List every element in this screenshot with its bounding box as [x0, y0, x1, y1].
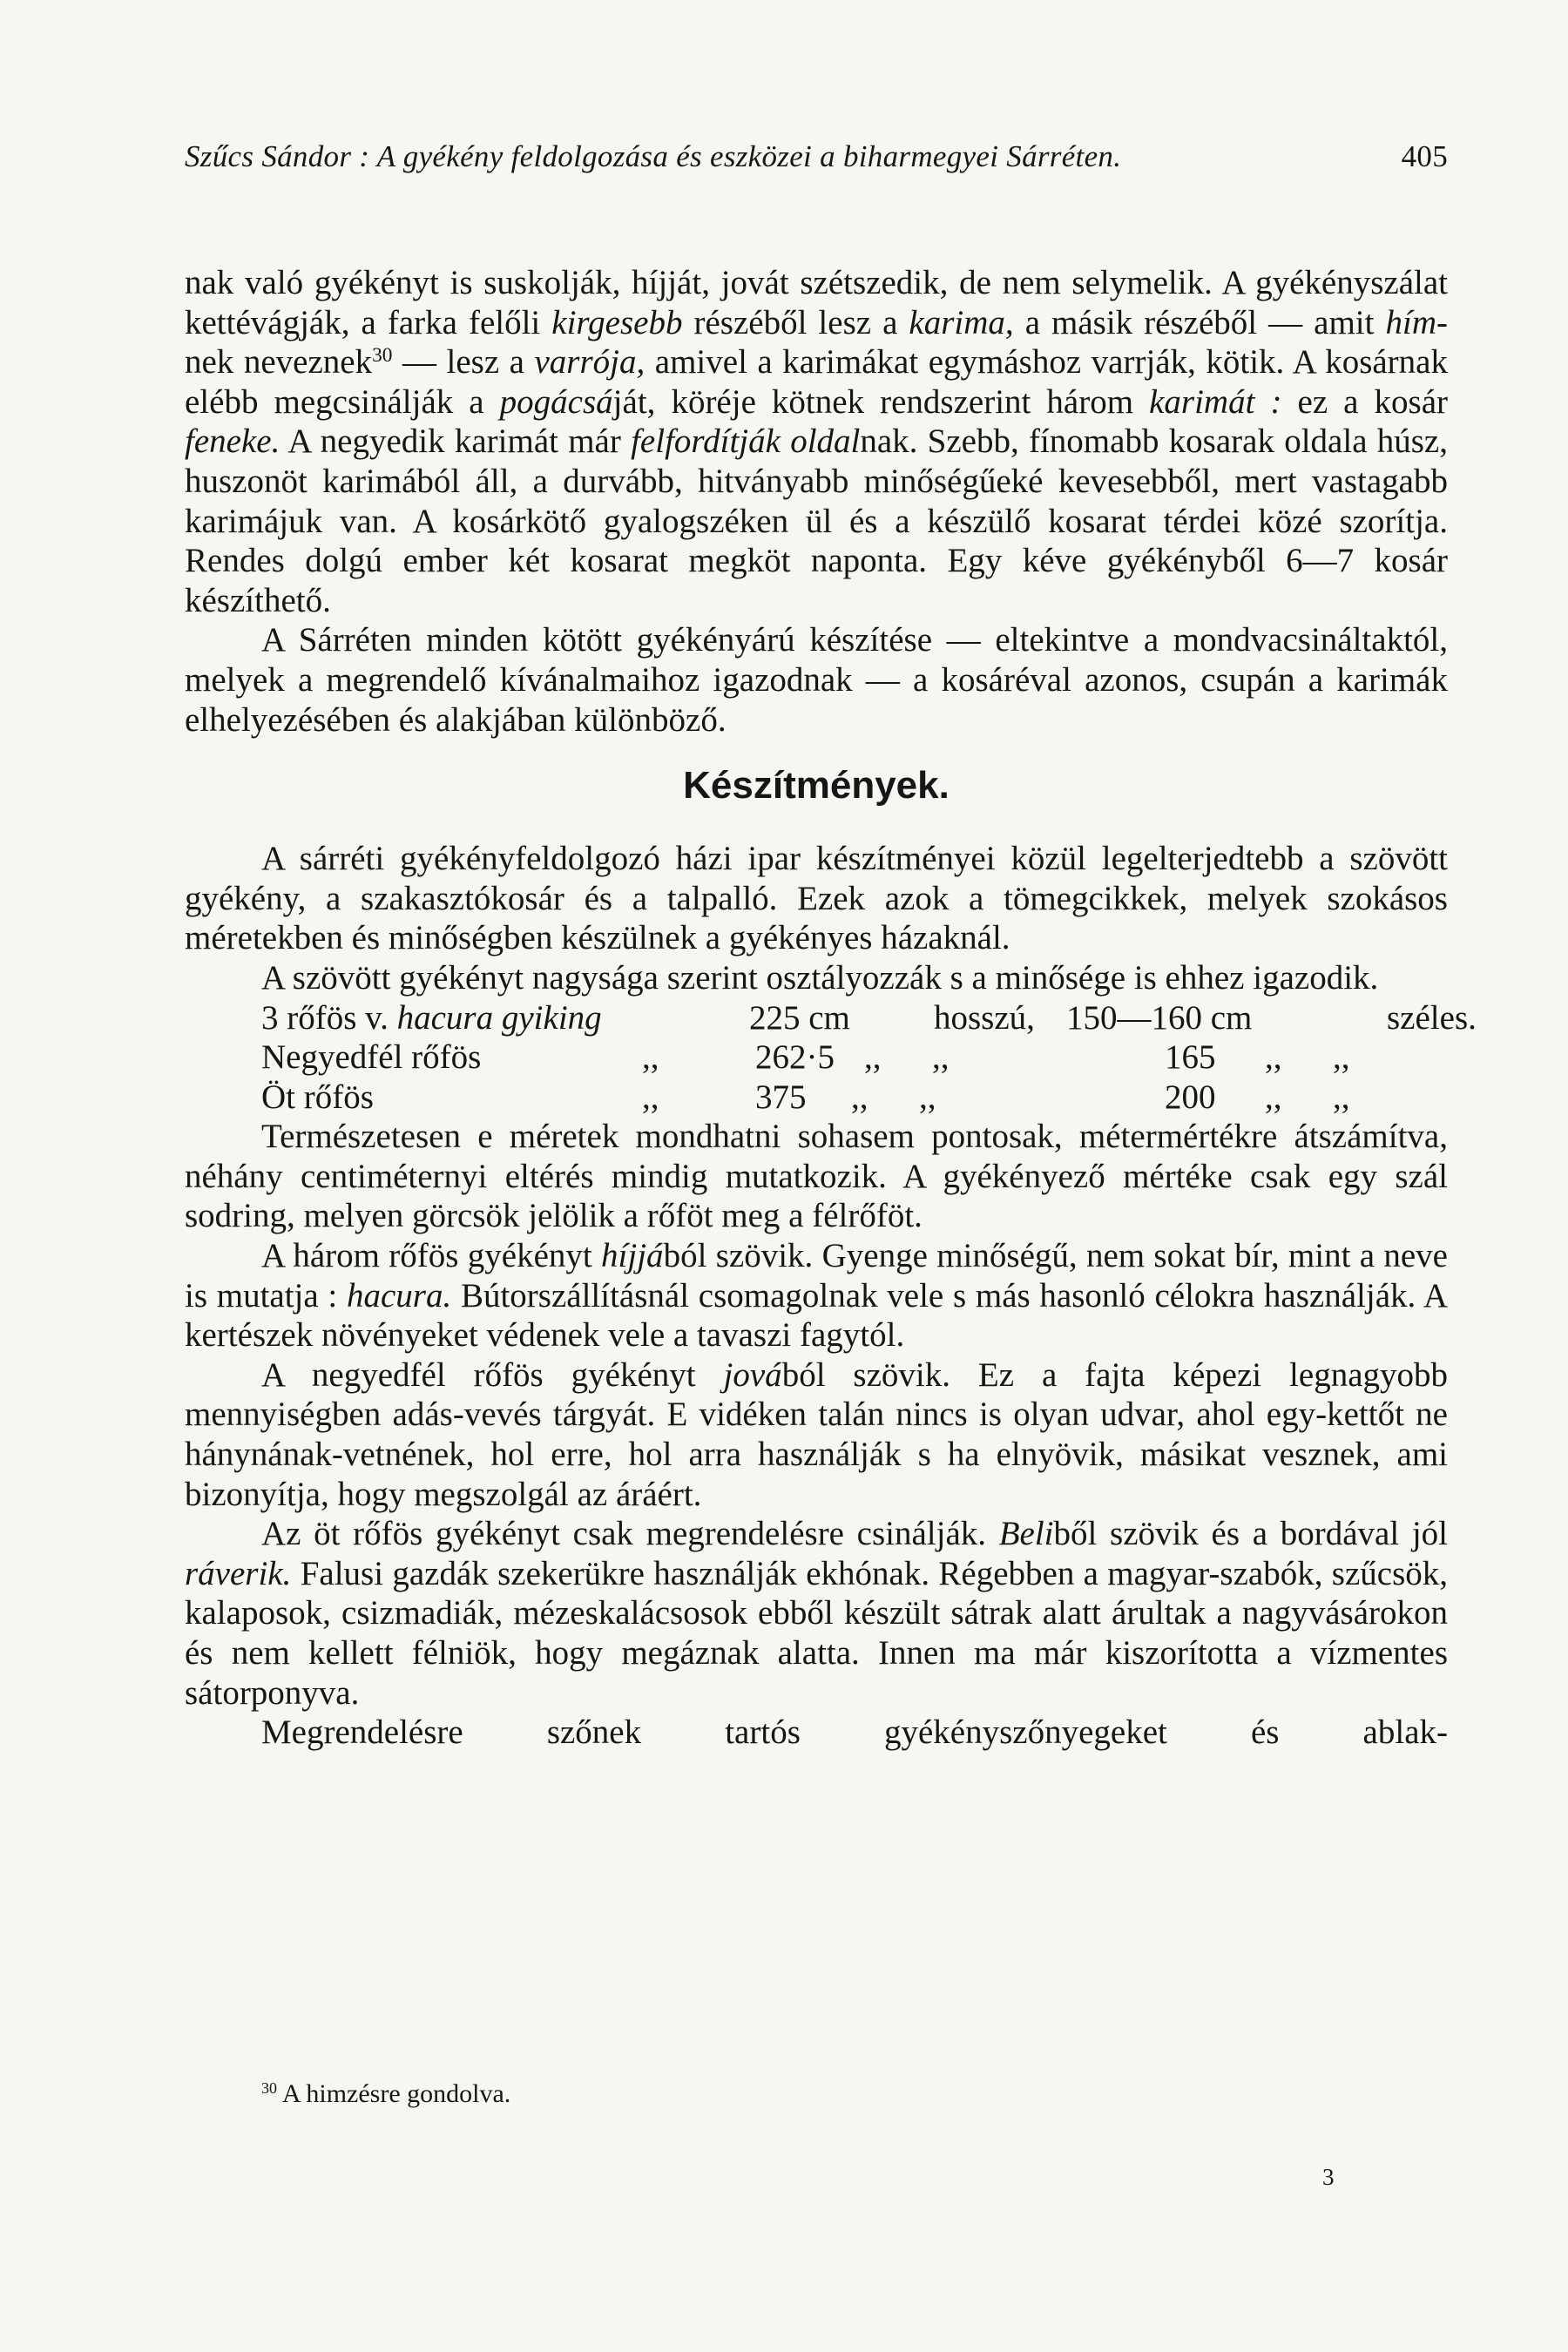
size-length-label: ,, ,,: [864, 1038, 950, 1077]
size-ditto: ,,: [642, 1038, 659, 1077]
footnote-reference: 30: [372, 344, 393, 368]
body-text: [185, 263, 1477, 1753]
paragraph: A három rőfös gyékényt híjjából szövik. Gyenge minőségű, nem sokat bír, mint a neve is mutatja : hacura. Bútorszállításnál csomagolnak vele s más hasonló célokra használják. A kertészek növényeket védenek vele a tavaszi fagytól.: [185, 1237, 1448, 1355]
size-width-label: ,, ,,: [1265, 1038, 1350, 1077]
page-number: 405: [1401, 139, 1448, 173]
size-length-label: hosszú,: [934, 998, 1035, 1037]
footnote-text: A himzésre gondolva.: [281, 2079, 511, 2108]
size-width: 200: [1165, 1078, 1216, 1116]
paragraph: Természetesen e méretek mondhatni sohasem pontosak, métermértékre átszámítva, néhány centiméternyi eltérés mindig mutatkozik. A gyékényező mértéke csak egy szál sodring, melyen görcsök jelölik a rőföt meg a félrőföt.: [185, 1118, 1448, 1235]
size-width-label: ,, ,,: [1265, 1078, 1350, 1116]
section-heading: Készítmények.: [683, 764, 950, 808]
size-ditto: ,,: [642, 1078, 659, 1116]
paragraph-continued: nak való gyékényt is suskolják, híjját, jovát szétszedik, de nem selymelik. A gyékényszálat kettévágják, a farka felőli kirgesebb részéből lesz a karima, a másik részéből — amit hím-nek neveznek$^{30}$ — lesz a varrója, amivel a karimákat egymáshoz varrják, kötik. A kosárnak elébb megcsinálják a pogácsáját, köréje kötnek rendszerint három karimát : ez a kosár feneke. A negyedik karimát már felfordítják oldalnak. Szebb, fínomabb kosarak oldala húsz, huszonöt karimából áll, a durvább, hitványabb minőségűeké kevesebből, mert vastagabb karimájuk van. A kosárkötő gyalogszéken ül és a készülő kosarat térdei közé szorítja. Rendes dolgú ember két kosarat megköt naponta. Egy kéve gyékényből 6—7 kosár készíthető.: [185, 264, 1449, 619]
size-length: 225 cm: [749, 998, 850, 1037]
size-row: [185, 1078, 1448, 1118]
running-title: Szűcs Sándor : A gyékény feldolgozása és eszközei a biharmegyei Sárréten.: [185, 139, 1122, 173]
paragraph: A szövött gyékényt nagysága szerint osztályozzák s a minősége is ehhez igazodik.: [261, 958, 1379, 997]
footnote-number: 30: [261, 2079, 277, 2098]
size-name: Negyedfél rőfös: [261, 1038, 482, 1077]
running-head: [185, 139, 1448, 183]
size-length: 375: [755, 1078, 807, 1116]
size-length-label: ,, ,,: [851, 1078, 936, 1116]
size-width: 150—160 cm: [1066, 998, 1253, 1037]
size-name: 3 rőfös v. hacura gyiking: [261, 998, 602, 1037]
paragraph: Az öt rőfös gyékényt csak megrendelésre csinálják. Beliből szövik és a bordával jól ráverik. Falusi gazdák szekerükre használják ekhónak. Régebben a magyar-szabók, szűcsök, kalaposok, csizmadiák, mézeskalácsosok ebből készült sátrak alatt árultak a nagyvásárokon és nem kellett félniök, hogy megáznak alatta. Innen ma már kiszorította a vízmentes sátorponyva.: [185, 1515, 1448, 1712]
size-row: [185, 1037, 1448, 1078]
size-row: [185, 998, 1477, 1038]
size-name: Öt rőfös: [261, 1078, 374, 1116]
size-table: [185, 998, 1477, 1118]
size-length: 262·5: [755, 1038, 835, 1077]
paragraph: A negyedfél rőfös gyékényt jovából szövik. Ez a fajta képezi legnagyobb mennyiségben adás-vevés tárgyát. E vidéken talán nincs is olyan udvar, ahol egy-kettőt ne hánynának-vetnének, hol erre, hol arra használják s ha elnyövik, másikat vesznek, ami bizonyítja, hogy megszolgál az áráért.: [185, 1355, 1449, 1513]
signature-mark: 3: [1322, 2164, 1335, 2190]
paragraph-continues: Megrendelésre szőnek tartós gyékényszőnyegeket és ablak-: [261, 1713, 1448, 1752]
footnote: [261, 2079, 510, 2109]
size-width: 165: [1165, 1038, 1216, 1077]
paragraph: A Sárréten minden kötött gyékényárú készítése — eltekintve a mondvacsináltaktól, melyek a megrendelő kívánalmaihoz igazodnak — a kosáréval azonos, csupán a karimák elhelyezésében és alakjában különböző.: [185, 621, 1448, 739]
paragraph: A sárréti gyékényfeldolgozó házi ipar készítményei közül legelterjedtebb a szövött gyékény, a szakasztókosár és a talpalló. Ezek azok a tömegcikkek, melyek szokásos méretekben és minőségben készülnek a gyékényes házaknál.: [185, 840, 1448, 957]
size-width-label: széles.: [1387, 998, 1477, 1037]
